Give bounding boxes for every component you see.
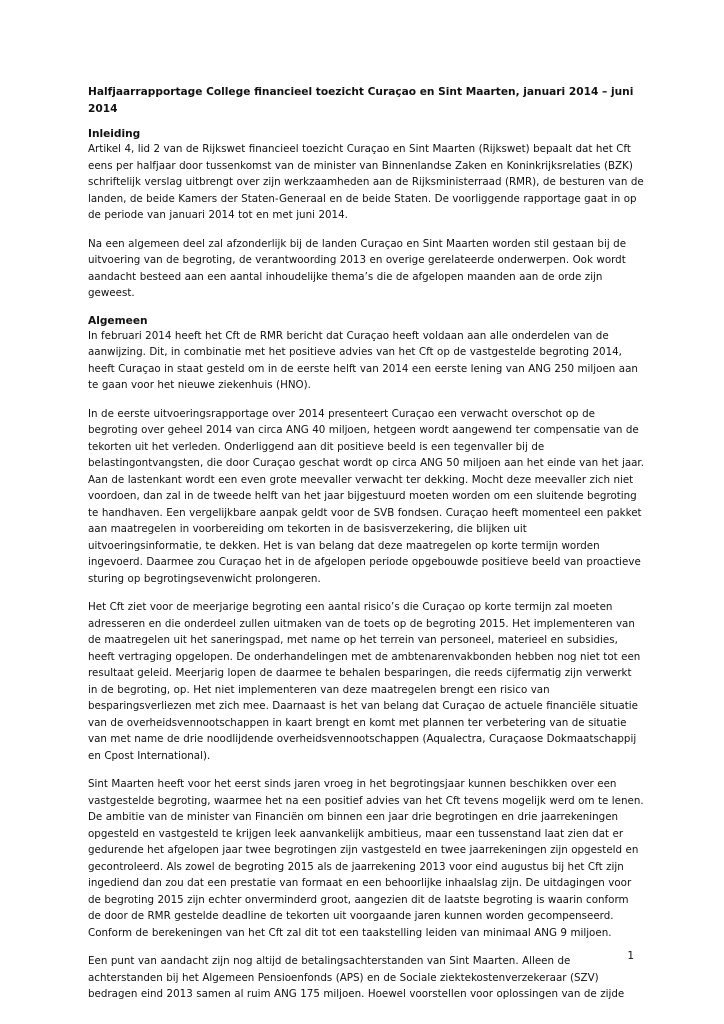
paragraph: In de eerste uitvoeringsrapportage over 2014 presenteert Curaçao een verwacht overschot op de begroting over geheel 2014 van circa ANG 40 miljoen, hetgeen wordt aangewend ter compensatie van de tekorten uit het verleden. Onderliggend aan dit positieve beeld is een tegenvaller bij de belastingontvangsten, die door Curaçao geschat wordt op circa ANG 50 miljoen aan het einde van het jaar. Aan de lastenkant wordt een even grote meevaller verwacht ter dekking. Mocht deze meevaller zich niet voordoen, dan zal in de tweede helft van het jaar bijgestuurd moeten worden om een sluitende begroting te handhaven. Een vergelijkbare aanpak geldt voor de SVB fondsen. Curaçao heeft momenteel een pakket aan maatregelen in voorbereiding om tekorten in de basisverzekering, die blijken uit uitvoeringsinformatie, te dekken. Het is van belang dat deze maatregelen op korte termijn worden ingevoerd. Daarmee zou Curaçao het in de afgelopen periode opgebouwde positieve beeld van proactieve sturing op begrotingsevenwicht prolongeren. — [88, 407, 644, 585]
document-page — [88, 84, 644, 1015]
paragraph: Een punt van aandacht zijn nog altijd de betalingsachterstanden van Sint Maarten. Alleen de achterstanden bij het Algemeen Pensioenfonds (APS) en de Sociale ziektekostenverzekeraar (SZV) bedragen eind 2013 samen al ruim ANG 175 miljoen. Hoewel voorstellen voor oplossingen van de zijde — [88, 955, 625, 1000]
paragraph: Het Cft ziet voor de meerjarige begroting een aantal risico’s die Curaçao op korte termijn zal moeten adresseren en die onderdeel zullen uitmaken van de toets op de begroting 2015. Het implementeren van de maatregelen uit het saneringspad, met name op het terrein van personeel, materieel en subsidies, heeft vertraging opgelopen. De onderhandelingen met de ambtenarenvakbonden hebben nog niet tot een resultaat geleid. Meerjarig lopen de daarmee te behalen besparingen, die reeds cijfermatig zijn verwerkt in de begroting, op. Het niet implementeren van deze maatregelen brengt een risico van besparingsverliezen met zich mee. Daarnaast is het van belang dat Curaçao de actuele financiële situatie van de overheidsvennootschappen in kaart brengt en komt met plannen ter verbetering van de situatie van met name de drie noodlijdende overheidsvennootschappen (Aqualectra, Curaçaose Dokmaatschappij en Cpost International). — [88, 601, 641, 762]
paragraph: Na een algemeen deel zal afzonderlijk bij de landen Curaçao en Sint Maarten worden stil gestaan bij de uitvoering van de begroting, de verantwoording 2013 en overige gerelateerde onderwerpen. Ook wordt aandacht besteed aan een aantal inhoudelijke thema’s die de afgelopen maanden aan de orde zijn geweest. — [88, 237, 627, 299]
section-heading-algemeen: Algemeen — [88, 314, 148, 327]
paragraph: In februari 2014 heeft het Cft de RMR bericht dat Curaçao heeft voldaan aan alle onderdelen van de aanwijzing. Dit, in combinatie met het positieve advies van het Cft op de vastgestelde begroting 2014, heeft Curaçao in staat gesteld om in de eerste helft van 2014 een eerste lening van ANG 250 miljoen aan te gaan voor het nieuwe ziekenhuis (HNO). — [88, 329, 638, 391]
section-heading-inleiding: Inleiding — [88, 128, 141, 140]
paragraph: Artikel 4, lid 2 van de Rijkswet financieel toezicht Curaçao en Sint Maarten (Rijkswet) bepaalt dat het Cft eens per halfjaar door tussenkomst van de minister van Binnenlandse Zaken en Koninkrijksrelaties (BZK) schriftelijk verslag uitbrengt over zijn werkzaamheden aan de Rijksministerraad (RMR), de besturen van de landen, de beide Kamers der Staten-Generaal en de beide Staten. De voorliggende rapportage gaat in op de periode van januari 2014 tot en met juni 2014. — [88, 143, 644, 221]
paragraph: Sint Maarten heeft voor het eerst sinds jaren vroeg in het begrotingsjaar kunnen beschikken over een vastgestelde begroting, waarmee het na een positief advies van het Cft tevens mogelijk werd om te lenen. De ambitie van de minister van Financiën om binnen een jaar drie begrotingen en drie jaarrekeningen opgesteld en vastgesteld te krijgen leek aanvankelijk ambitieus, maar een tussenstand laat zien dat er gedurende het afgelopen jaar twee begrotingen zijn vastgesteld en twee jaarrekeningen zijn opgesteld en gecontroleerd. Als zowel de begroting 2015 als de jaarrekening 2013 voor eind augustus bij het Cft zijn ingediend dan zou dat een prestatie van formaat en een behoorlijke inhaalslag zijn. De uitdagingen voor de begroting 2015 zijn echter onverminderd groot, aangezien dit de laatste begroting is waarin conform de door de RMR gestelde deadline de tekorten uit voorgaande jaren kunnen worden gecompenseerd. Conform de berekeningen van het Cft zal dit tot een taakstelling leiden van minimaal ANG 9 miljoen. — [88, 778, 644, 939]
page-number: 1 — [627, 950, 634, 962]
document-title: Halfjaarrapportage College financieel toezicht Curaçao en Sint Maarten, januari 2014 – juni 2014 — [88, 86, 634, 115]
